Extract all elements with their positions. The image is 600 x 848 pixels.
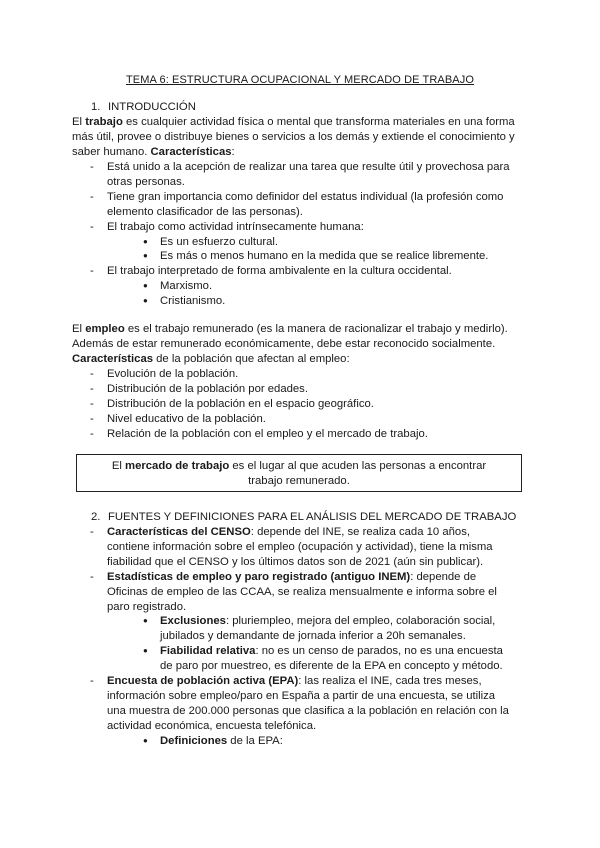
sub-list-item-text: Cristianismo. (160, 295, 226, 308)
list-item-text: : depende del INE, se realiza cada 10 años, contiene información sobre el empleo (ocupación y actividad), tiene la misma fiabilidad que el CENSO y los últimos datos son de 2021 (aún sin publicar). (107, 526, 493, 568)
sub-list-item (143, 734, 510, 749)
list-item-text: Nivel educativo de la población. (107, 412, 266, 425)
list-item-text: : depende de Oficinas de empleo de las CCAA, se realiza mensualmente e informa sobre el paro registrado. (107, 570, 497, 613)
section-1-title: INTRODUCCIÓN (108, 101, 196, 113)
list-item-text: Distribución de la población por edades. (107, 382, 308, 395)
sub-list-item-text: Es un esfuerzo cultural. (160, 235, 279, 248)
sub-list-item (143, 644, 510, 674)
sub-list-item (143, 614, 510, 644)
list-item-text: El trabajo interpretado de forma ambivalente en la cultura occidental. (107, 265, 452, 278)
list-item-text: : las realiza el INE, cada tres meses, información sobre empleo/paro en España a partir de una encuesta, se utiliza una muestra de 200.000 personas que clasifica a la población en relación con la actividad económica, encuesta telefónica. (107, 675, 509, 732)
section-1-number: 1. (91, 101, 101, 113)
list-item-epa (90, 674, 510, 749)
list-item-text: Relación de la población con el empleo y el mercado de trabajo. (107, 427, 428, 440)
list-item (90, 427, 510, 442)
list-item (90, 160, 510, 190)
list-item (90, 412, 510, 427)
sub-list (107, 235, 510, 265)
text: es el lugar al que acuden las personas a encontrar trabajo remunerado. (229, 460, 487, 487)
list-item-censo (90, 525, 510, 570)
sub-list-item-text: de la EPA: (227, 734, 283, 747)
trabajo-definition (72, 115, 518, 160)
section-2-heading (91, 510, 516, 525)
term-definiciones: Definiciones (160, 734, 228, 747)
text: El (111, 460, 126, 472)
section-2-number: 2. (91, 511, 101, 523)
list-item-text: Tiene gran importancia como definidor del estatus individual (la profesión como elemento clasificador de las personas). (107, 190, 504, 218)
sub-list-item (143, 279, 510, 294)
list-item (90, 220, 510, 265)
term-caracteristicas: Características (150, 145, 232, 158)
text: : (231, 145, 235, 158)
sub-list (107, 614, 510, 674)
list-item (90, 397, 510, 412)
sub-list-item-text: Marxismo. (160, 280, 213, 293)
term-inem: Estadísticas de empleo y paro registrado (antiguo INEM) (107, 570, 411, 583)
term-epa: Encuesta de población activa (EPA) (107, 675, 299, 688)
sub-list-item-text: : no es un censo de parados, no es una encuesta de paro por muestreo, es diferente de la EPA en concepto y método. (160, 645, 503, 673)
sub-list-item (143, 249, 510, 264)
list-item (90, 382, 510, 397)
page-title: TEMA 6: ESTRUCTURA OCUPACIONAL Y MERCADO DE TRABAJO (125, 74, 474, 86)
text: es el trabajo remunerado (es la manera de racionalizar el trabajo y medirlo). Además de estar remunerado económicamente, debe estar reconocido socialmente. (72, 323, 508, 350)
sub-list-item (143, 235, 510, 250)
poblacion-characteristics-intro (72, 352, 518, 367)
term-caracteristicas: Características (72, 353, 154, 365)
sub-list-item-text: Es más o menos humano en la medida que se realice libremente. (160, 250, 489, 263)
term-censo: Características del CENSO (107, 526, 251, 538)
section-2-title: FUENTES Y DEFINICIONES PARA EL ANÁLISIS DEL MERCADO DE TRABAJO (108, 511, 517, 523)
text: de la población que afectan al empleo: (153, 353, 350, 365)
list-item-text: El trabajo como actividad intrínsecamente humana: (107, 220, 364, 233)
mercado-de-trabajo-box (76, 454, 522, 492)
sub-list (107, 279, 510, 309)
list-item-text: Evolución de la población. (107, 368, 239, 380)
list-item (90, 367, 510, 382)
list-item (90, 190, 510, 220)
list-item-text: Distribución de la población en el espacio geográfico. (107, 397, 374, 410)
list-item (90, 264, 510, 309)
trabajo-characteristics-list (90, 160, 510, 309)
poblacion-characteristics-list (90, 367, 510, 442)
term-empleo: empleo (85, 323, 125, 335)
sources-list (90, 525, 510, 749)
sub-list-item (143, 294, 510, 309)
sub-list (107, 734, 510, 749)
term-mercado-de-trabajo: mercado de trabajo (125, 460, 230, 472)
term-exclusiones: Exclusiones (160, 615, 226, 628)
term-trabajo: trabajo (85, 116, 123, 128)
text: El (72, 116, 86, 128)
list-item-text: Está unido a la acepción de realizar una tarea que resulte útil y provechosa para otras personas. (107, 161, 510, 188)
sub-list-item-text: : pluriempleo, mejora del empleo, colaboración social, jubilados y demandante de jornada inferior a 20h semanales. (160, 615, 496, 643)
empleo-definition (72, 322, 518, 352)
term-fiabilidad: Fiabilidad relativa (160, 645, 256, 658)
text: es cualquier actividad física o mental que transforma materiales en una forma más útil, provee o distribuye bienes o servicios a los demás y extiende el conocimiento y saber humano. (72, 116, 515, 158)
section-1-heading (91, 100, 196, 115)
list-item-inem (90, 570, 510, 674)
text: El (72, 323, 86, 335)
